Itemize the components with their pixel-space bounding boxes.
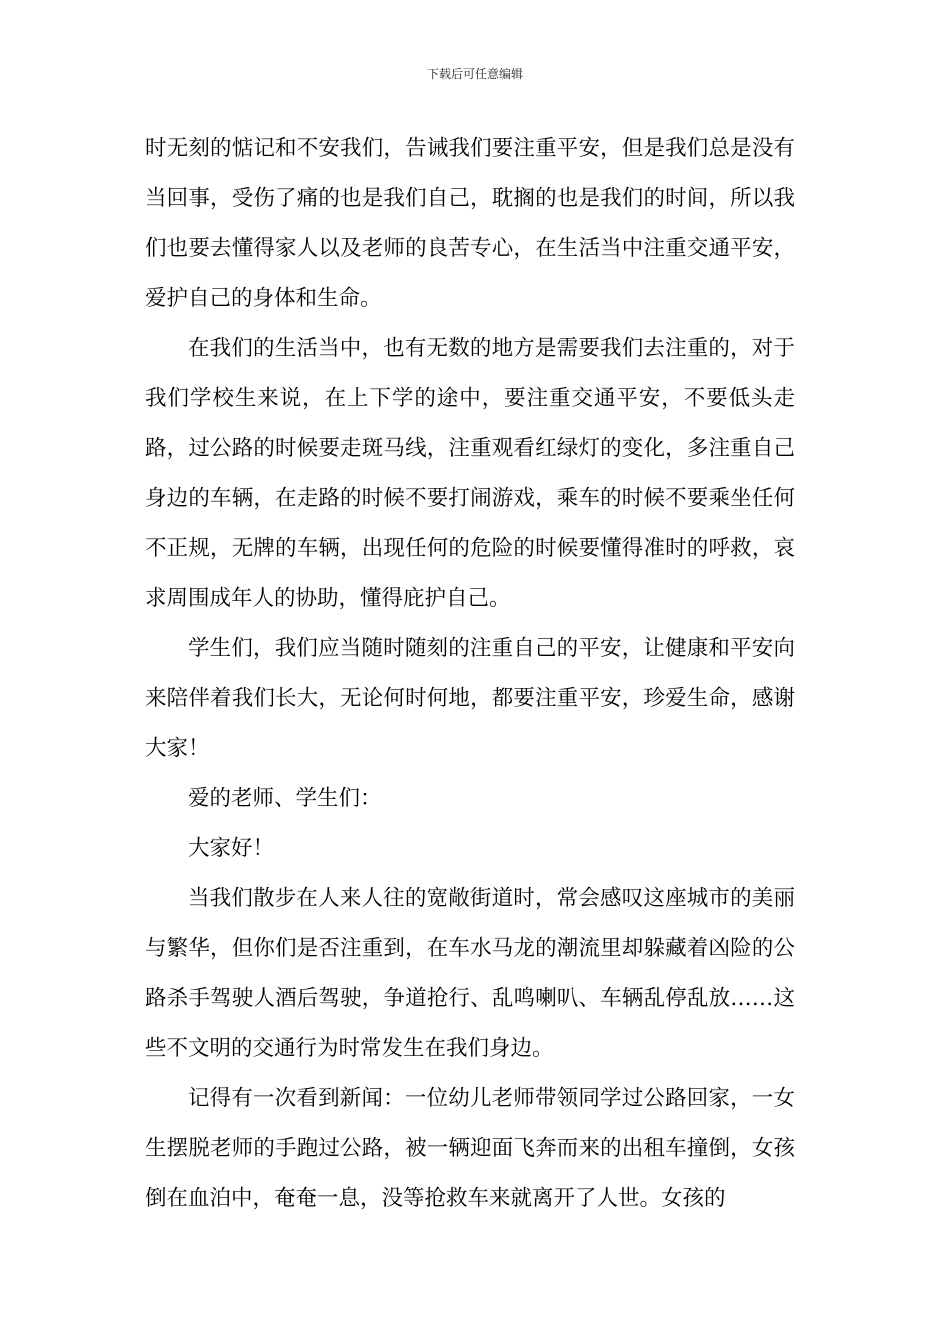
paragraph-continuation: 时无刻的惦记和不安我们，告诫我们要注重平安，但是我们总是没有当回事，受伤了痛的也是我们自己，耽搁的也是我们的时间，所以我们也要去懂得家人以及老师的良苦专心，在生活当中注重交通平安，爱护自己的身体和生命。 [145,136,795,311]
paragraph-greeting: 大家好！ [188,836,275,861]
paragraph-news-story: 记得有一次看到新闻：一位幼儿老师带领同学过公路回家，一女生摆脱老师的手跑过公路，被一辆迎面飞奔而来的出租车撞倒，女孩倒在血泊中，奄奄一息，没等抢救车来就离开了人世。女孩的 [145,1086,795,1211]
paragraph-closing-remarks: 学生们，我们应当随时随刻的注重自己的平安，让健康和平安向来陪伴着我们长大，无论何时何地，都要注重平安，珍爱生命，感谢大家！ [145,636,795,761]
paragraph-salutation: 爱的老师、学生们： [188,786,382,811]
page-header: 下载后可任意编辑 [426,67,523,81]
document-body [145,124,795,1224]
paragraph-city-streets: 当我们散步在人来人往的宽敞街道时，常会感叹这座城市的美丽与繁华，但你们是否注重到，在车水马龙的潮流里却躲藏着凶险的公路杀手驾驶人酒后驾驶，争道抢行、乱鸣喇叭、车辆乱停乱放……这些不文明的交通行为时常发生在我们身边。 [145,886,795,1061]
paragraph-safety-in-life: 在我们的生活当中，也有无数的地方是需要我们去注重的，对于我们学校生来说，在上下学的途中，要注重交通平安，不要低头走路，过公路的时候要走斑马线，注重观看红绿灯的变化，多注重自己身边的车辆，在走路的时候不要打闹游戏，乘车的时候不要乘坐任何不正规，无牌的车辆，出现任何的危险的时候要懂得准时的呼救，哀求周围成年人的协助，懂得庇护自己。 [145,336,795,611]
